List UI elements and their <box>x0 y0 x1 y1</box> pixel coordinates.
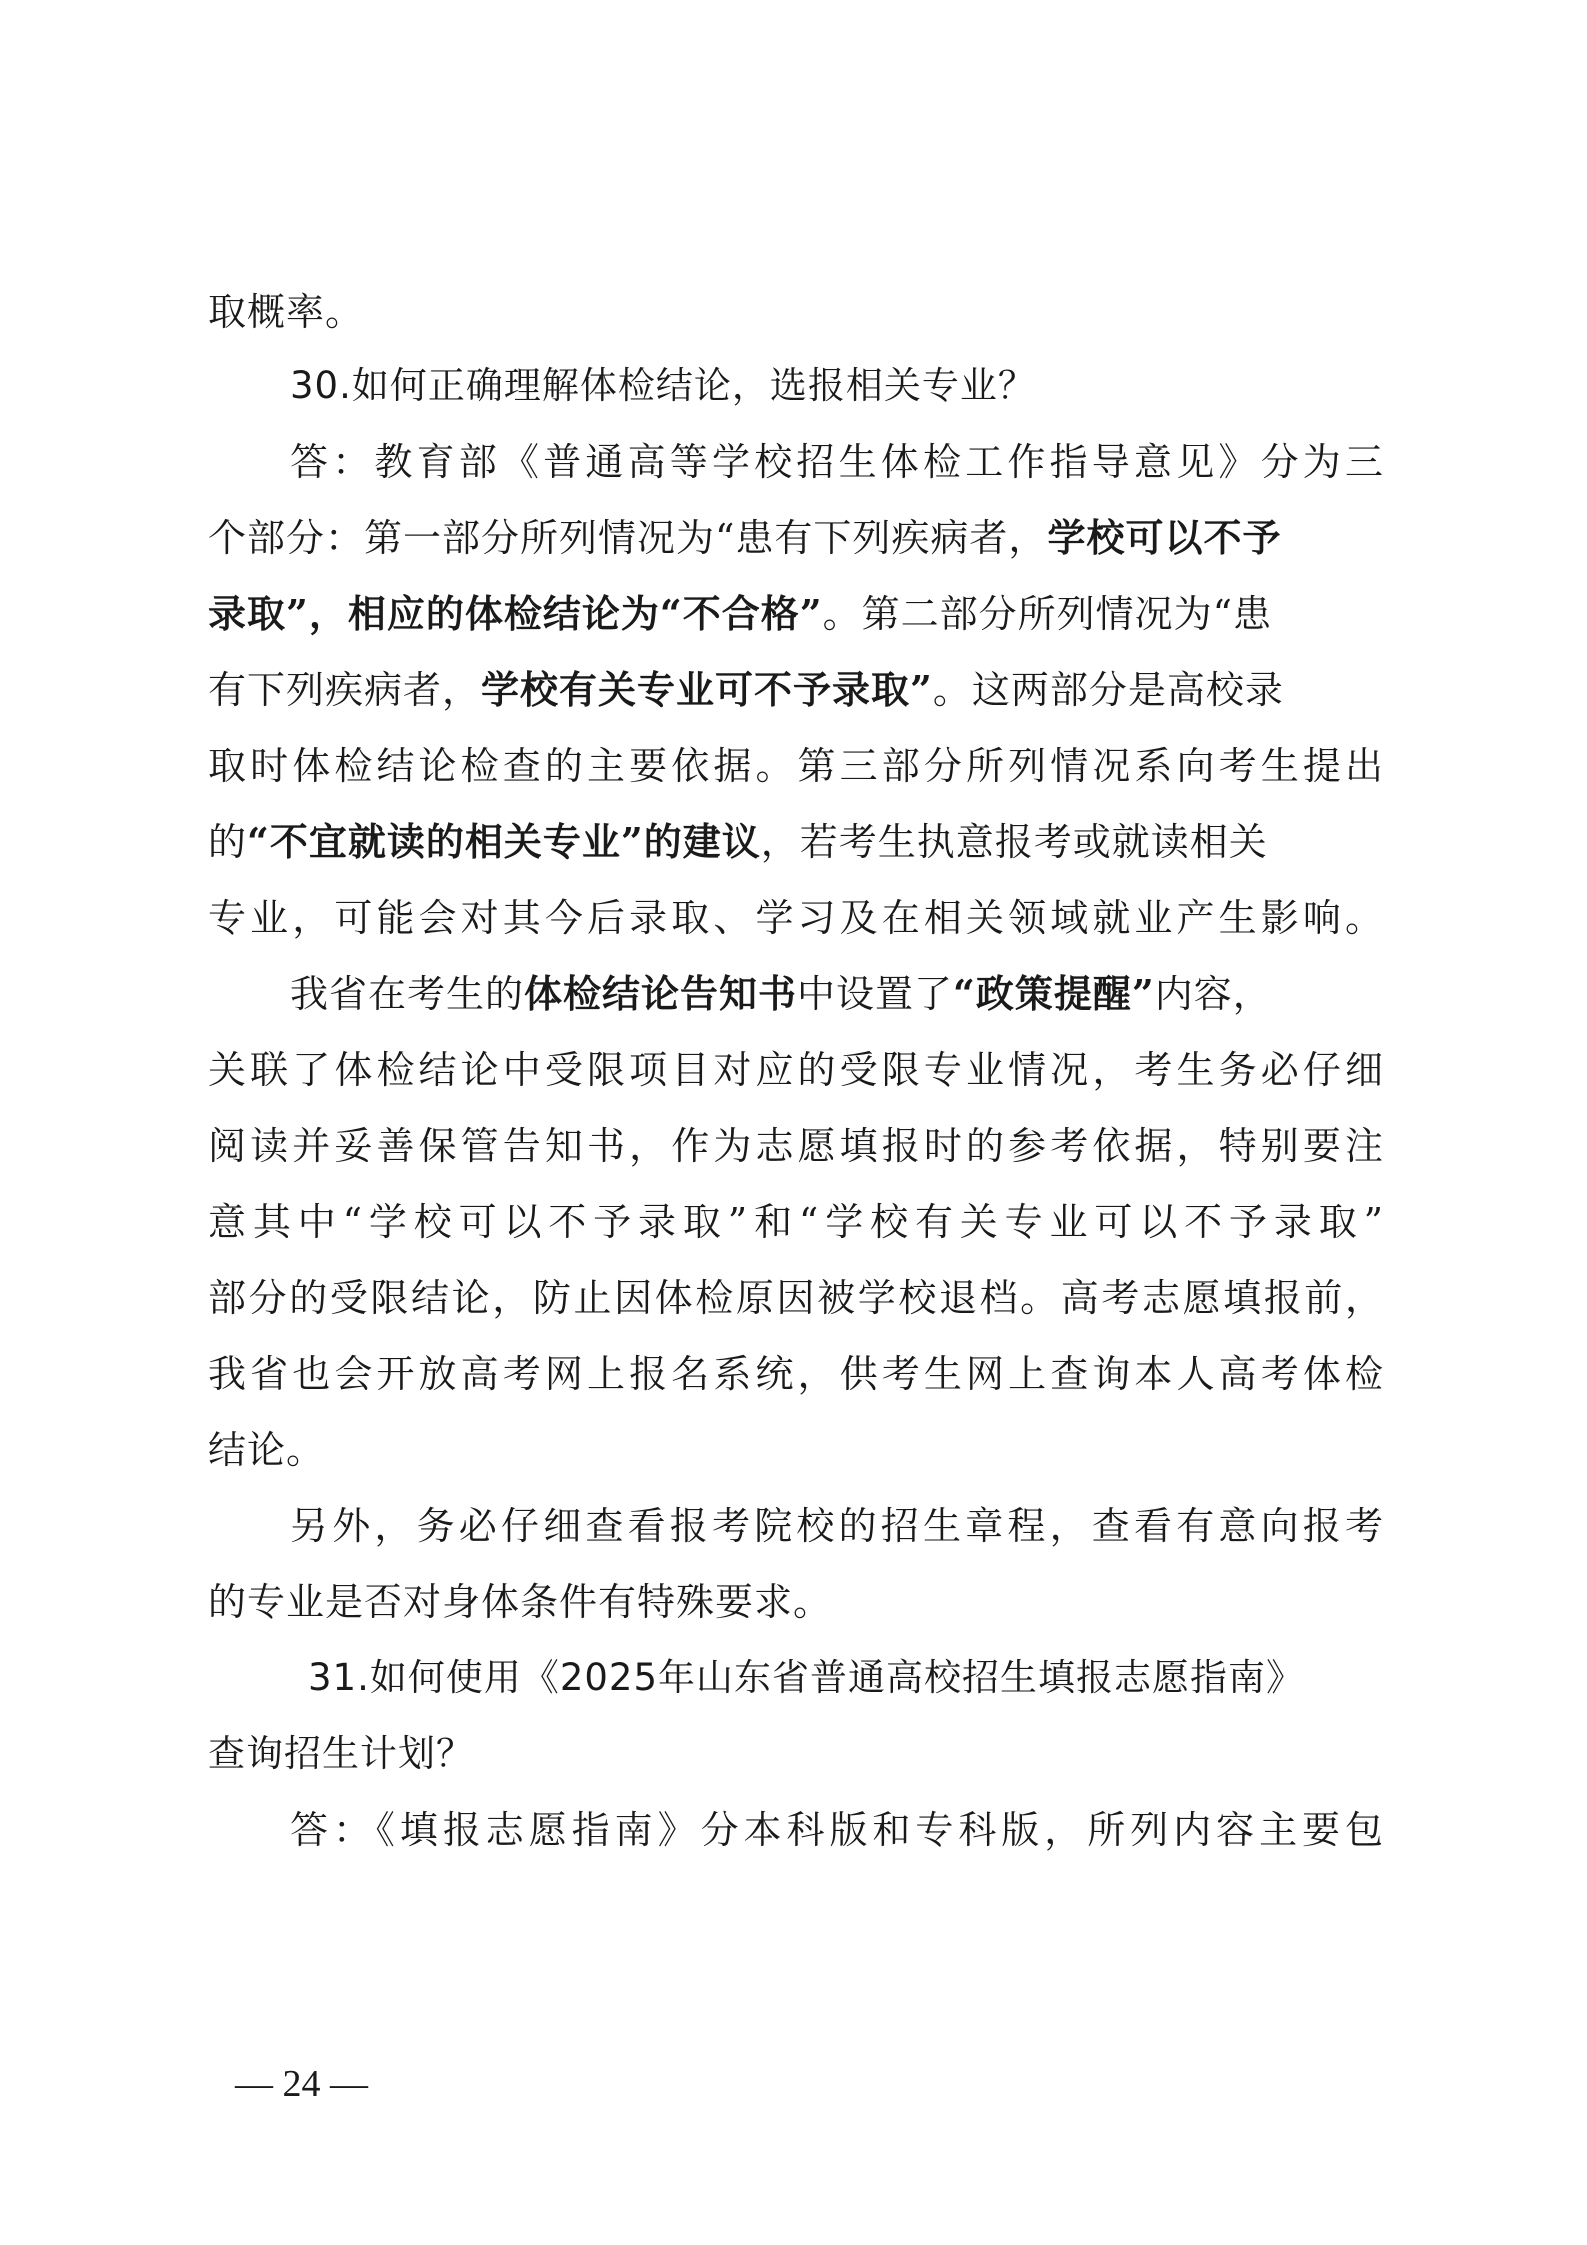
text-line-17 <box>290 1500 1384 1552</box>
text-fragment: 。这两部分是高校录 <box>932 668 1284 712</box>
text-fragment: 个部分：第一部分所列情况为“患有下列疾病者， <box>208 516 1048 560</box>
text-fragment: 内容， <box>1154 972 1272 1016</box>
page-number: — 24 — <box>235 2063 368 2105</box>
text-fragment: 专业，可能会对其今后录取、学习及在相关领域就业产生影响。 <box>208 896 1384 940</box>
text-fragment: 答：教育部《普通高等学校招生体检工作指导意见》分为三 <box>290 440 1384 484</box>
bold-text: 学校可以不予 <box>1047 515 1282 560</box>
text-line-11 <box>208 1044 1384 1096</box>
text-fragment: 我省在考生的 <box>290 972 525 1016</box>
text-fragment: 中设置了 <box>797 972 954 1016</box>
bold-text: 录取”，相应的体检结论为“不合格” <box>208 591 823 636</box>
heading-text: 查询招生计划？ <box>208 1732 474 1775</box>
bold-text: “不宜就读的相关专业”的建议 <box>247 819 761 864</box>
text-line-9 <box>208 892 1384 944</box>
text-fragment: 有下列疾病者， <box>208 668 482 712</box>
text-fragment: 结论。 <box>208 1428 326 1472</box>
section-heading-31 <box>308 1652 1384 1704</box>
text-line-14 <box>208 1272 1384 1324</box>
text-fragment: 意其中“学校可以不予录取”和“学校有关专业可以不予录取” <box>208 1200 1384 1244</box>
text-fragment: 阅读并妥善保管告知书，作为志愿填报时的参考依据，特别要注 <box>208 1124 1384 1168</box>
text-fragment: 关联了体检结论中受限项目对应的受限专业情况，考生务必仔细 <box>208 1048 1384 1092</box>
bold-text: “政策提醒” <box>953 971 1155 1016</box>
text-fragment: 另外，务必仔细查看报考院校的招生章程，查看有意向报考 <box>290 1504 1384 1548</box>
text-line-1 <box>208 286 1384 338</box>
text-fragment: 部分的受限结论，防止因体检原因被学校退档。高考志愿填报前， <box>208 1276 1384 1320</box>
text-line-10 <box>290 968 1384 1020</box>
text-line-12 <box>208 1120 1384 1172</box>
text-fragment: ，若考生执意报考或就读相关 <box>760 820 1268 864</box>
heading-text: 31.如何使用《2025年山东省普通高校招生填报志愿指南》 <box>308 1656 1305 1699</box>
text-fragment: 的 <box>208 820 248 864</box>
bold-text: 学校有关专业可不予录取” <box>481 667 933 712</box>
text-line-13 <box>208 1196 1384 1248</box>
section-heading-30 <box>290 360 1384 412</box>
text-line-8 <box>208 816 1384 868</box>
text-fragment: 的专业是否对身体条件有特殊要求。 <box>208 1580 833 1624</box>
text-line-4 <box>208 512 1384 564</box>
text-line-15 <box>208 1348 1384 1400</box>
bold-text: 体检结论告知书 <box>524 971 798 1016</box>
text-fragment: 我省也会开放高考网上报名系统，供考生网上查询本人高考体检 <box>208 1352 1384 1396</box>
heading-text: 30.如何正确理解体检结论，选报相关专业？ <box>290 364 1036 407</box>
text-line-18 <box>208 1576 1384 1628</box>
text-fragment: 答：《填报志愿指南》分本科版和专科版，所列内容主要包 <box>290 1808 1384 1852</box>
text-line-16 <box>208 1424 1384 1476</box>
text-fragment: 取概率。 <box>208 290 365 334</box>
text-fragment: 取时体检结论检查的主要依据。第三部分所列情况系向考生提出 <box>208 744 1384 788</box>
text-line-3 <box>290 436 1384 488</box>
text-line-21 <box>290 1804 1384 1856</box>
text-line-5 <box>208 588 1384 640</box>
text-line-20 <box>208 1728 1384 1780</box>
text-line-6 <box>208 664 1384 716</box>
text-line-7 <box>208 740 1384 792</box>
text-fragment: 。第二部分所列情况为“患 <box>822 592 1273 636</box>
